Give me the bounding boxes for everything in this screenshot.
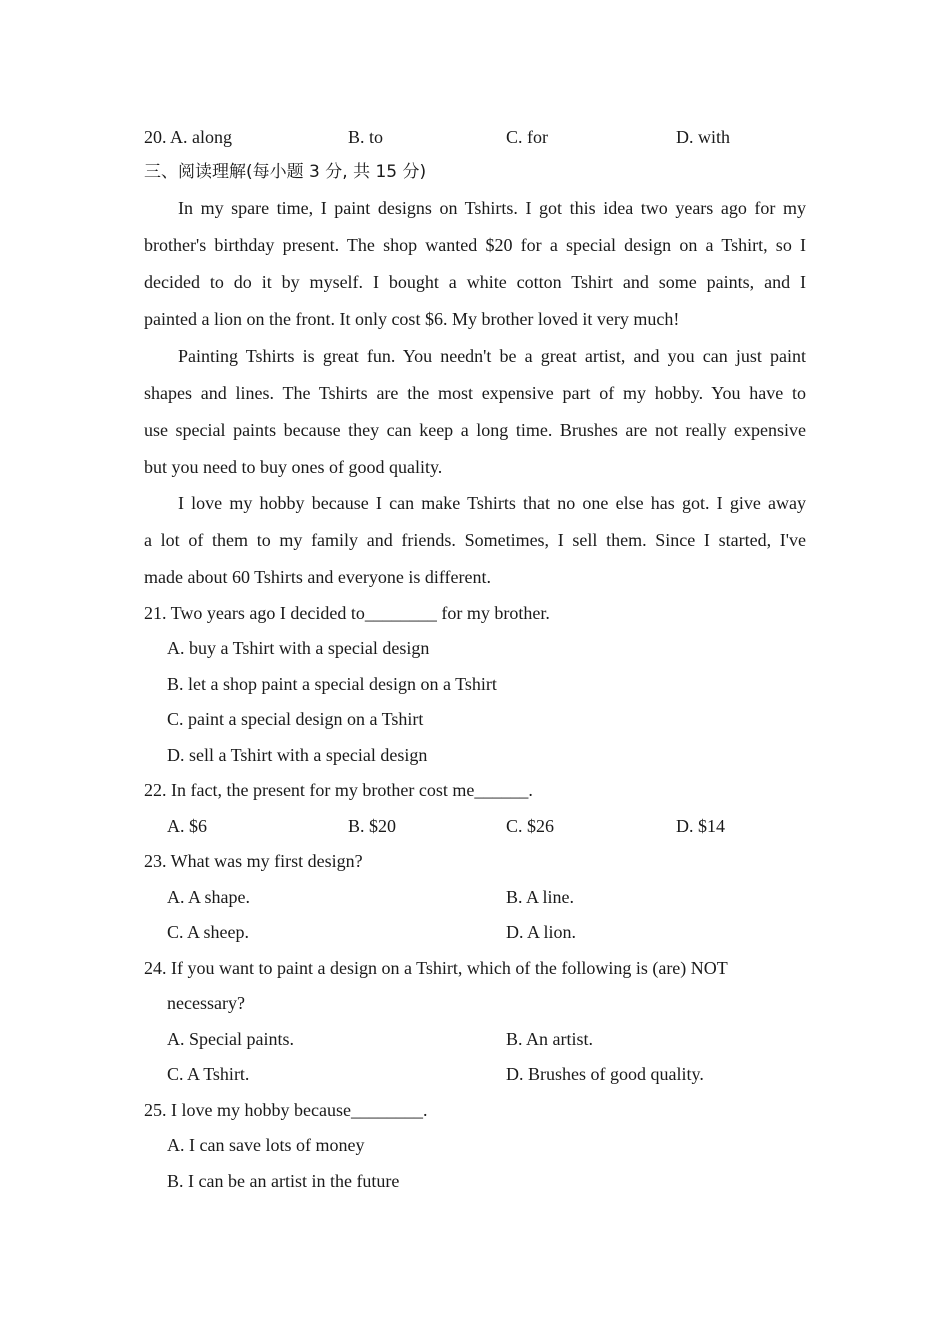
q21-option-c: C. paint a special design on a Tshirt xyxy=(167,709,424,729)
q25-option-a: A. I can save lots of money xyxy=(167,1135,365,1155)
q22-option-d: D. $14 xyxy=(676,816,725,836)
q20-option-b: B. to xyxy=(348,127,384,147)
passage-line: made about 60 Tshirts and everyone is different. xyxy=(144,567,491,587)
q24-option-d: D. Brushes of good quality. xyxy=(506,1064,704,1084)
q22-option-a: A. $6 xyxy=(167,816,207,836)
q23-option-c: C. A sheep. xyxy=(167,922,250,942)
q24-option-b: B. An artist. xyxy=(506,1029,594,1049)
q21-stem: 21. Two years ago I decided to________ for my brother. xyxy=(144,603,550,623)
q22-option-c: C. $26 xyxy=(506,816,555,836)
section-title: 三、阅读理解(每小题 3 分, 共 15 分) xyxy=(144,162,427,182)
q24-stem-continued: necessary? xyxy=(167,993,245,1013)
q21-option-a: A. buy a Tshirt with a special design xyxy=(167,638,430,658)
q23-option-d: D. A lion. xyxy=(506,922,577,942)
q24-stem: 24. If you want to paint a design on a Tshirt, which of the following is (are) NOT xyxy=(144,958,728,978)
passage-line: a lot of them to my family and friends. Sometimes, I sell them. Since I started, I've xyxy=(144,530,806,550)
passage-line: Painting Tshirts is great fun. You needn't be a great artist, and you can just paint xyxy=(178,346,806,366)
passage-line: but you need to buy ones of good quality. xyxy=(144,457,443,477)
q20-option-a: 20. A. along xyxy=(144,127,232,147)
q23-option-b: B. A line. xyxy=(506,887,575,907)
passage-line: brother's birthday present. The shop wanted $20 for a special design on a Tshirt, so I xyxy=(144,235,806,255)
passage-line: In my spare time, I paint designs on Tshirts. I got this idea two years ago for my xyxy=(178,198,806,218)
q25-option-b: B. I can be an artist in the future xyxy=(167,1171,400,1191)
passage-line: decided to do it by myself. I bought a white cotton Tshirt and some paints, and I xyxy=(144,272,806,292)
passage-line: I love my hobby because I can make Tshirts that no one else has got. I give away xyxy=(178,493,806,513)
q24-option-a: A. Special paints. xyxy=(167,1029,294,1049)
q20-option-d: D. with xyxy=(676,127,730,147)
q21-option-b: B. let a shop paint a special design on a Tshirt xyxy=(167,674,497,694)
q22-option-b: B. $20 xyxy=(348,816,397,836)
q25-stem: 25. I love my hobby because________. xyxy=(144,1100,428,1120)
q20-option-c: C. for xyxy=(506,127,548,147)
q23-stem: 23. What was my first design? xyxy=(144,851,363,871)
passage-line: painted a lion on the front. It only cost $6. My brother loved it very much! xyxy=(144,309,680,329)
passage-line: use special paints because they can keep a long time. Brushes are not really expensive xyxy=(144,420,806,440)
q21-option-d: D. sell a Tshirt with a special design xyxy=(167,745,428,765)
passage-line: shapes and lines. The Tshirts are the most expensive part of my hobby. You have to xyxy=(144,383,806,403)
q22-stem: 22. In fact, the present for my brother cost me______. xyxy=(144,780,533,800)
q24-option-c: C. A Tshirt. xyxy=(167,1064,250,1084)
q23-option-a: A. A shape. xyxy=(167,887,250,907)
